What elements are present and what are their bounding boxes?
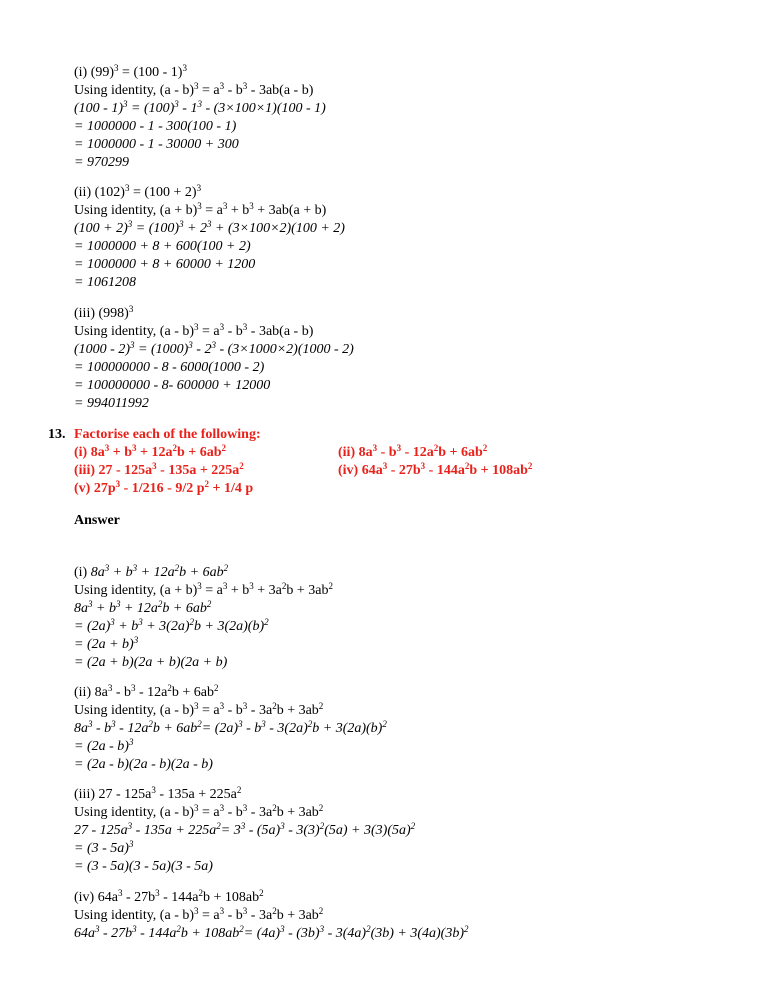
- math-seg: Using identity, $(a - b)^3 = a^3 - b^3 - 3a^2b + 3ab^2$: [74, 906, 324, 923]
- math-line: (ii) $(102)^3 = (100 + 2)^3$: [74, 183, 202, 200]
- question-number: 13.: [48, 427, 66, 442]
- question-row: [74, 462, 634, 480]
- math-line: [74, 564, 333, 582]
- math-seg: Using identity, $(a + b)^3 = a^3 + b^3 + 3a^2b + 3ab^2$: [74, 581, 333, 598]
- math-seg: $64a^3 - 27b^3 - 144a^2b + 108ab^2= (4a)^3 - (3b)^3 - 3(4a)^2(3b) + 3(4a)(3b)^2$: [74, 924, 469, 941]
- math-line: [74, 720, 387, 738]
- math-seg: $8a^3 + b^3 + 12a^2b + 6ab^2$: [74, 599, 212, 616]
- question-item: (iii) $27 - 125a^3 - 135a + 225a^2$: [74, 461, 244, 478]
- question-item: (v) $27p^3 - 1/216 - 9/2$ $p^2 + 1/4$ p: [74, 479, 254, 496]
- math-line: [74, 889, 469, 907]
- math-seg: $8a^3 - b^3 - 12a^2b + 6ab^2= (2a)^3 - b^3 - 3(2a)^2b + 3(2a)(b)^2$: [74, 719, 387, 736]
- math-seg: = (2a + b)(2a + b)(2a + b): [74, 655, 228, 670]
- question-row: [74, 480, 634, 498]
- solution-13-ii: [74, 684, 387, 774]
- math-line: [74, 925, 469, 943]
- math-line: [74, 858, 415, 876]
- question-row: [74, 444, 634, 462]
- math-line: [74, 822, 415, 840]
- math-line: = 100000000 - 8 - 6000(1000 - 2): [74, 360, 265, 375]
- math-seg: = $(2a)^3 + b^3 + 3(2a)^2b + 3(2a)(b)^2$: [74, 617, 269, 634]
- math-line: = 1000000 + 8 + 600(100 + 2): [74, 239, 251, 254]
- math-seg: (ii) $8a^3 - b^3 - 12a^2b + 6ab^2$: [74, 683, 219, 700]
- math-line: [74, 804, 415, 822]
- question-title: Factorise each of the following:: [74, 427, 261, 442]
- math-line: Using identity, $(a - b)^3 = a^3 - b^3 - 3ab(a - b)$: [74, 81, 314, 98]
- math-line: [74, 654, 333, 672]
- math-seg: (iv) $64a^3 - 27b^3 - 144a^2b + 108ab^2$: [74, 888, 264, 905]
- question-item: (ii) $8a^3 - b^3 - 12a^2b + 6ab^2$: [338, 443, 488, 460]
- math-line: $(100 + 2)^3 = (100)^3 + 2^3 + (3\times 100\times 2)(100 + 2)$: [74, 219, 345, 236]
- math-line: $(100 - 1)^3 = (100)^3 - 1^3 - (3\times 100\times 1)(100 - 1)$: [74, 99, 326, 116]
- math-line: [74, 786, 415, 804]
- math-line: = 970299: [74, 155, 129, 170]
- math-seg: = (2a - b)(2a - b)(2a - b): [74, 757, 213, 772]
- math-line: [74, 738, 387, 756]
- solution-12-iii: [74, 305, 354, 413]
- math-seg: $27 - 125a^3 - 135a + 225a^2= 3^3 - (5a)^3 - 3(3)^2(5a) + 3(3)(5a)^2$: [74, 821, 416, 838]
- math-seg: Using identity, $(a - b)^3 = a^3 - b^3 - 3a^2b + 3ab^2$: [74, 803, 324, 820]
- math-line: [74, 636, 333, 654]
- math-line: [74, 582, 333, 600]
- math-line: $(1000 - 2)^3 = (1000)^3 - 2^3 - (3\times 1000\times 2)(1000 - 2)$: [74, 340, 354, 357]
- answer-heading: Answer: [74, 513, 120, 528]
- math-line: = 1000000 - 1 - 300(100 - 1): [74, 119, 237, 134]
- math-line: [74, 684, 387, 702]
- math-line: [74, 840, 415, 858]
- math-line: = 1000000 - 1 - 30000 + 300: [74, 137, 239, 152]
- math-seg: Using identity, $(a - b)^3 = a^3 - b^3 - 3a^2b + 3ab^2$: [74, 701, 324, 718]
- solution-12-ii: [74, 184, 345, 292]
- math-seg: (i): [74, 565, 91, 580]
- math-line: [74, 600, 333, 618]
- math-seg: $8a^3 + b^3 + 12a^2b + 6ab^2$: [90, 563, 229, 580]
- math-line: [74, 756, 387, 774]
- math-seg: = $(2a + b)^3$: [74, 635, 139, 652]
- math-line: = 1000000 + 8 + 60000 + 1200: [74, 257, 256, 272]
- solution-13-iii: [74, 786, 415, 876]
- math-line: Using identity, $(a + b)^3 = a^3 + b^3 + 3ab(a + b)$: [74, 201, 327, 218]
- math-line: (iii) $(998)^3$: [74, 304, 134, 321]
- question-item: (iv) $64a^3 - 27b^3 - 144a^2b + 108ab^2$: [338, 461, 533, 478]
- math-line: [74, 907, 469, 925]
- math-line: (i) $(99)^3 = (100 - 1)^3$: [74, 63, 187, 80]
- math-seg: = (3 - 5a)$^3$: [74, 839, 134, 856]
- solution-13-iv: [74, 889, 469, 943]
- math-seg: = (3 - 5a)(3 - 5a)(3 - 5a): [74, 859, 213, 874]
- math-line: = 1061208: [74, 275, 136, 290]
- math-line: [74, 618, 333, 636]
- solution-13-i: [74, 564, 333, 672]
- math-line: [74, 702, 387, 720]
- math-line: = 100000000 - 8- 600000 + 12000: [74, 378, 271, 393]
- math-seg: = (2a - b)$^3$: [74, 737, 134, 754]
- math-seg: (iii) $27 - 125a^3 - 135a + 225a^2$: [74, 785, 242, 802]
- math-line: Using identity, $(a - b)^3 = a^3 - b^3 - 3ab(a - b)$: [74, 322, 314, 339]
- math-line: = 994011992: [74, 396, 149, 411]
- solution-12-i: [74, 64, 326, 172]
- question-13: [74, 426, 634, 498]
- question-item: (i) $8a^3 + b^3 + 12a^2b + 6ab^2$: [74, 443, 227, 460]
